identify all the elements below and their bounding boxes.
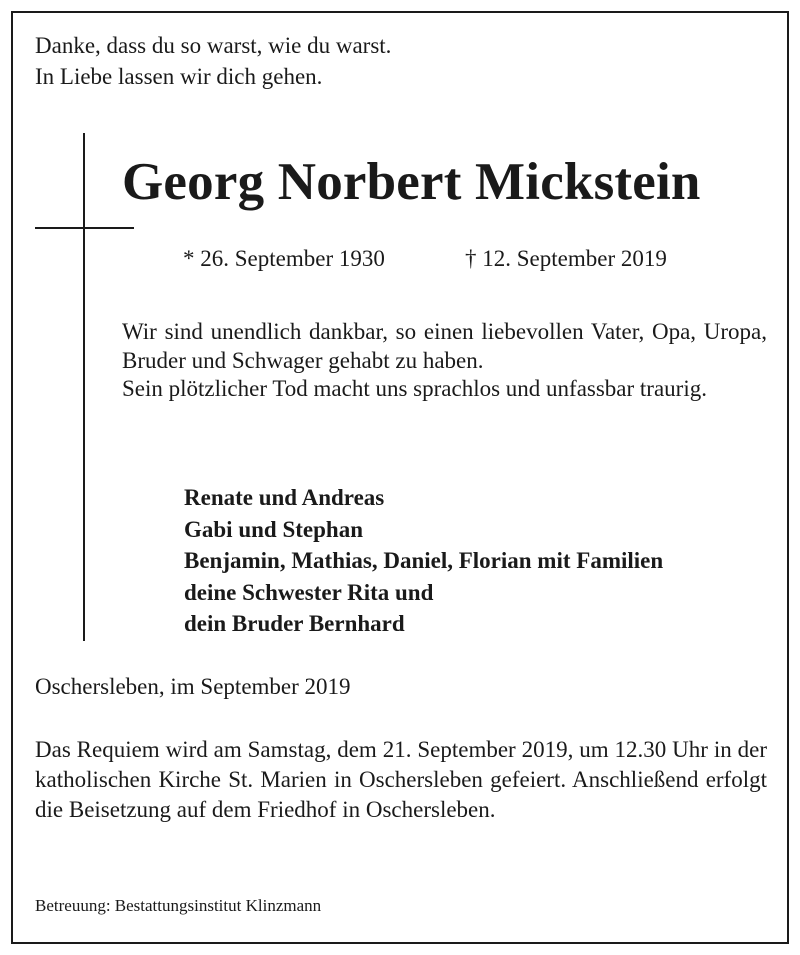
mourners-list bbox=[184, 482, 663, 640]
place-and-date: Oschersleben, im September 2019 bbox=[35, 674, 351, 699]
motto-line: Danke, dass du so warst, wie du warst. bbox=[35, 33, 392, 58]
death-date: † 12. September 2019 bbox=[465, 246, 667, 271]
tribute-text bbox=[122, 318, 767, 404]
motto bbox=[35, 30, 391, 92]
birth-date: * 26. September 1930 bbox=[183, 246, 385, 271]
tribute-paragraph: Wir sind unendlich dankbar, so einen liebevollen Vater, Opa, Uropa, Bruder und Schwager gehabt zu haben. bbox=[122, 319, 767, 373]
mourner-line: dein Bruder Bernhard bbox=[184, 611, 405, 636]
service-info: Das Requiem wird am Samstag, dem 21. September 2019, um 12.30 Uhr in der katholischen Kirche St. Marien in Oschersleben gefeiert. Anschließend erfolgt die Beisetzung auf dem Friedhof in Oschersleben. bbox=[35, 737, 767, 822]
cross-icon-horizontal-bar bbox=[35, 227, 134, 229]
cross-icon-vertical-bar bbox=[83, 133, 85, 641]
mourner-line: Benjamin, Mathias, Daniel, Florian mit Familien bbox=[184, 548, 664, 573]
motto-line: In Liebe lassen wir dich gehen. bbox=[35, 64, 323, 89]
funeral-home-note: Betreuung: Bestattungsinstitut Klinzmann bbox=[35, 896, 322, 915]
mourner-line: deine Schwester Rita und bbox=[184, 579, 434, 605]
deceased-name: Georg Norbert Mickstein bbox=[122, 153, 701, 211]
mourner-line: Renate und Andreas bbox=[184, 485, 385, 510]
mourner-line: Gabi und Stephan bbox=[184, 516, 363, 542]
tribute-paragraph: Sein plötzlicher Tod macht uns sprachlos und unfassbar traurig. bbox=[122, 376, 707, 401]
